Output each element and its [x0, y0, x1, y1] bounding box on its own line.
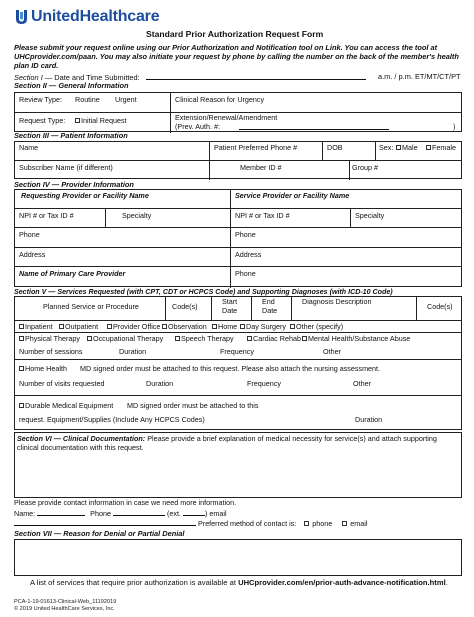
dob-field[interactable]: DOB: [322, 142, 375, 160]
inpatient-checkbox[interactable]: [19, 324, 24, 329]
section-vii-heading: Section VII — Reason for Denial or Partial Denial: [14, 529, 185, 538]
review-type-label: Review Type:: [19, 95, 63, 104]
physical-therapy-checkbox[interactable]: [19, 336, 24, 341]
dme-request-label: request. Equipment/Supplies (Include Any HCPCS Codes): [19, 415, 205, 424]
setting-provider-office[interactable]: Provider Office: [107, 323, 160, 331]
prev-auth-label: (Prev. Auth. #:: [175, 122, 221, 131]
preferred-email-option[interactable]: email: [342, 519, 367, 528]
logo: [14, 8, 159, 26]
initial-request-checkbox[interactable]: [75, 118, 80, 123]
request-type-row: Request Type: Initial Request Extension/Renewal/Amendment (Prev. Auth. #: ): [15, 112, 461, 133]
setting-outpatient[interactable]: Outpatient: [59, 323, 98, 331]
male-option[interactable]: Male: [396, 144, 418, 152]
dme-option[interactable]: Durable Medical Equipment: [19, 402, 113, 410]
service-provider-label: Service Provider or Facility Name: [235, 191, 350, 200]
frequency-label-1: Frequency: [220, 347, 254, 356]
prior-auth-link[interactable]: UHCprovider.com/en/prior-auth-advance-notification.html: [238, 578, 446, 587]
outpatient-checkbox[interactable]: [59, 324, 64, 329]
speech-therapy-checkbox[interactable]: [175, 336, 180, 341]
service-specialty-field[interactable]: Specialty: [350, 209, 463, 227]
contact-line: Name: Phone (ext. ) email: [14, 509, 227, 518]
contact-ext-field[interactable]: [183, 509, 205, 516]
intro-text: Please submit your request online using our Prior Authorization and Notification tool on Link. You can access the tool at UHCprovider.com/paan. You may also initiate your request by phone by calling the number on the back of the member's health plan ID card.: [14, 43, 459, 70]
section-iv-heading: Section IV — Provider Information: [14, 180, 134, 189]
observation-checkbox[interactable]: [162, 324, 167, 329]
section-iii-heading: Section III — Patient Information: [14, 131, 128, 140]
service-address-field[interactable]: Address: [230, 248, 463, 266]
pcp-name-field[interactable]: Name of Primary Care Provider: [19, 269, 126, 278]
service-npi-field[interactable]: NPI # or Tax ID #: [230, 209, 350, 227]
contact-name-field[interactable]: [37, 509, 85, 516]
duration-label-2: Duration: [146, 379, 174, 388]
pcp-phone-field[interactable]: Phone: [230, 267, 463, 288]
routine-option[interactable]: Routine: [75, 95, 100, 104]
occupational-therapy-checkbox[interactable]: [87, 336, 92, 341]
other-label-2: Other: [353, 379, 371, 388]
preferred-email-checkbox[interactable]: [342, 521, 347, 526]
patient-phone-field[interactable]: Patient Preferred Phone #: [209, 142, 322, 160]
female-option[interactable]: Female: [426, 144, 456, 152]
ampm-label: a.m. / p.m. ET/MT/CT/PT: [378, 72, 461, 81]
group-field[interactable]: Group #: [349, 161, 463, 180]
male-checkbox[interactable]: [396, 145, 401, 150]
preferred-phone-checkbox[interactable]: [304, 521, 309, 526]
sex-field: Sex: Male Female: [375, 142, 463, 160]
patient-name-field[interactable]: Name: [19, 143, 39, 152]
therapy-row: [15, 332, 461, 359]
provider-office-checkbox[interactable]: [107, 324, 112, 329]
requesting-provider-label: Requesting Provider or Facility Name: [21, 191, 149, 200]
duration-label-3: Duration: [355, 415, 383, 424]
therapy-mental-health[interactable]: Mental Health/Substance Abuse: [302, 335, 410, 343]
section-i-label: Section I: [14, 73, 43, 82]
service-phone-field[interactable]: Phone: [230, 228, 463, 247]
duration-label-1: Duration: [119, 347, 147, 356]
section-i-text: — Date and Time Submitted:: [42, 73, 140, 82]
initial-request-option[interactable]: Initial Request: [75, 117, 127, 125]
contact-phone-field[interactable]: [113, 509, 165, 516]
subscriber-name-field[interactable]: Subscriber Name (if different): [19, 163, 113, 172]
therapy-occupational[interactable]: Occupational Therapy: [87, 335, 163, 343]
logo-wordmark: UnitedHealthcare: [31, 8, 160, 25]
home-health-note: MD signed order must be attached to this request. Please also attach the nursing assessment.: [80, 364, 381, 373]
setting-observation[interactable]: Observation: [162, 323, 207, 331]
footer-note: A list of services that require prior authorization is available at UHCprovider.com/en/prior-auth-advance-notification.html.: [30, 578, 448, 587]
dme-row: [15, 395, 461, 431]
section-iv-box: [14, 189, 462, 287]
member-id-field[interactable]: Member ID #: [209, 161, 349, 180]
setting-row: [15, 320, 461, 332]
other-label-1: Other: [323, 347, 341, 356]
section-v-heading: Section V — Services Requested (with CPT, CDT or HCPCS Code) and Supporting Diagnoses (with ICD-10 Code): [14, 288, 393, 296]
cardiac-rehab-checkbox[interactable]: [247, 336, 252, 341]
home-health-row: [15, 359, 461, 395]
contact-email-field[interactable]: [14, 519, 196, 526]
extension-option[interactable]: Extension/Renewal/Amendment: [175, 113, 278, 122]
setting-day-surgery[interactable]: Day Surgery: [240, 323, 286, 331]
request-type-label: Request Type:: [19, 116, 66, 125]
home-health-checkbox[interactable]: [19, 366, 24, 371]
uhc-u-mark-icon: [14, 9, 29, 26]
review-type-row: [15, 93, 461, 112]
contact-prompt: Please provide contact information in case we need more information.: [14, 498, 237, 507]
section-ii-heading: Section II — General Information: [14, 81, 129, 90]
therapy-cardiac[interactable]: Cardiac Rehab: [247, 335, 301, 343]
dme-checkbox[interactable]: [19, 403, 24, 408]
therapy-physical[interactable]: Physical Therapy: [19, 335, 80, 343]
services-header-row: Planned Service or Procedure Code(s) Start Date End Date Diagnosis Description Code(s): [15, 297, 461, 320]
preferred-phone-option[interactable]: phone: [304, 519, 332, 528]
section-v-box: [14, 296, 462, 430]
section-vi-box[interactable]: [14, 432, 462, 498]
other-checkbox[interactable]: [290, 324, 295, 329]
prev-auth-field[interactable]: [239, 123, 389, 130]
therapy-speech[interactable]: Speech Therapy: [175, 335, 234, 343]
home-health-option[interactable]: Home Health: [19, 365, 67, 373]
section-vi-text: Section VI — Clinical Documentation: Please provide a brief explanation of medical necessity for service(s) and attach supporting clinical documentation with this request.: [17, 434, 437, 452]
setting-inpatient[interactable]: Inpatient: [19, 323, 53, 331]
sessions-label: Number of sessions: [19, 347, 83, 356]
section-ii-box: [14, 92, 462, 132]
home-checkbox[interactable]: [212, 324, 217, 329]
visits-label: Number of visits requested: [19, 379, 105, 388]
day-surgery-checkbox[interactable]: [240, 324, 245, 329]
requesting-address-field[interactable]: Address: [19, 250, 46, 259]
preferred-contact-line: Preferred method of contact is: phone email: [14, 519, 367, 528]
copyright: © 2019 United HealthCare Services, Inc.: [14, 606, 115, 612]
female-checkbox[interactable]: [426, 145, 431, 150]
form-code: PCA-1-19-01613-Clinical-Web_11192019: [14, 599, 117, 605]
requesting-specialty-field[interactable]: Specialty: [105, 209, 230, 227]
date-time-field[interactable]: [146, 73, 366, 80]
section-vii-box[interactable]: [14, 539, 462, 576]
setting-home[interactable]: Home: [212, 323, 237, 331]
form-title: Standard Prior Authorization Request Form: [146, 29, 324, 39]
section-iii-box: [14, 141, 462, 179]
requesting-phone-field[interactable]: Phone: [19, 230, 40, 239]
mental-health-checkbox[interactable]: [302, 336, 307, 341]
frequency-label-2: Frequency: [247, 379, 281, 388]
urgent-option[interactable]: Urgent: [115, 95, 137, 104]
dme-note: MD signed order must be attached to this: [127, 401, 259, 410]
requesting-npi-field[interactable]: NPI # or Tax ID #: [19, 211, 74, 220]
setting-other[interactable]: Other (specify): [290, 323, 343, 331]
clinical-reason-label: Clinical Reason for Urgency: [175, 95, 265, 104]
